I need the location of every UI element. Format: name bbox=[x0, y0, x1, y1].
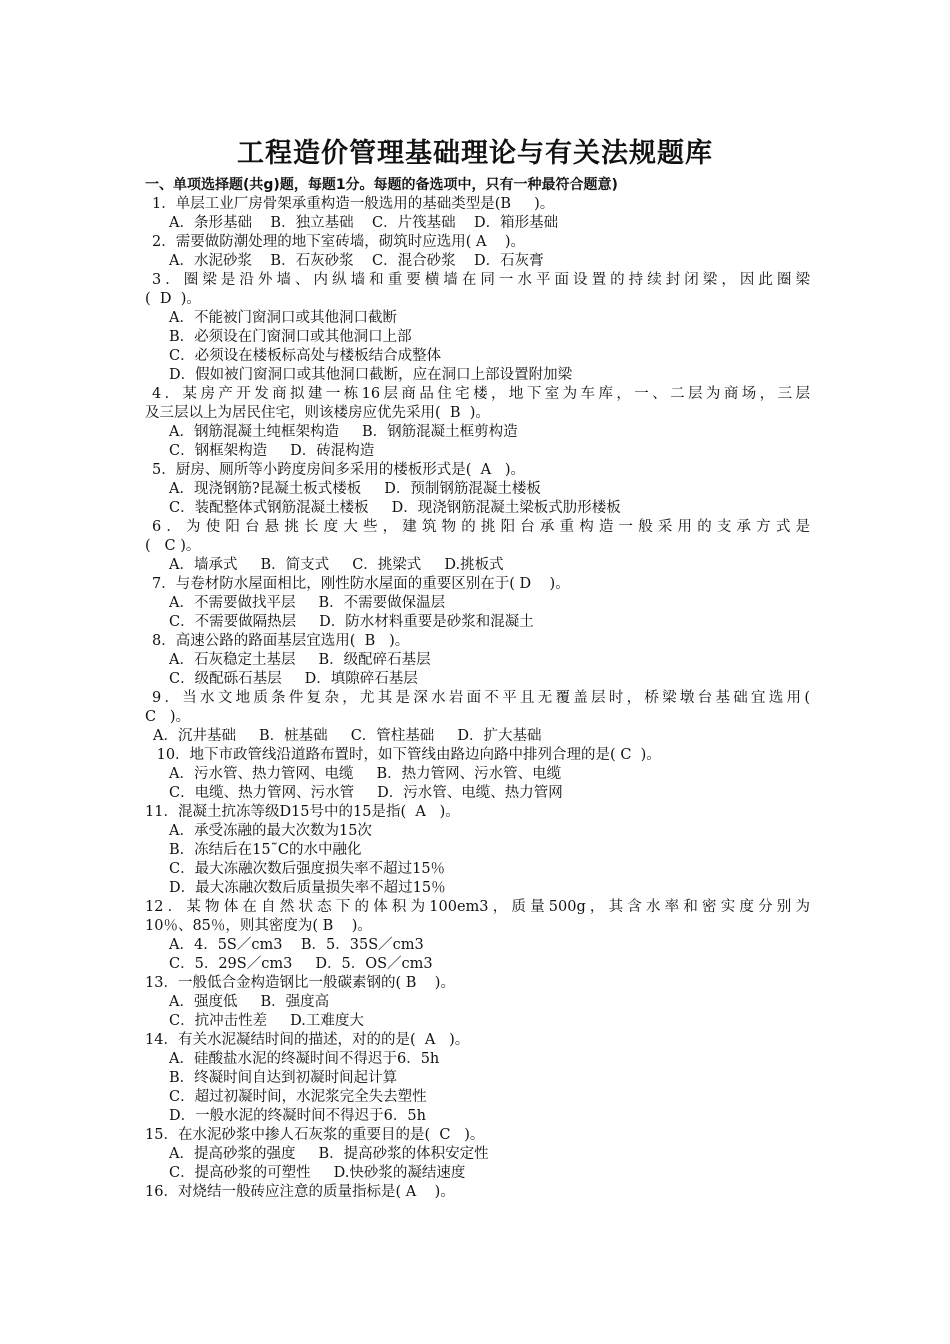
text-line: C．抗冲击性差 D.工难度大 bbox=[169, 1013, 364, 1029]
text-line: 12．某物体在自然状态下的体积为100em3，质量500g，其含水率和密实度分别为 bbox=[145, 899, 810, 915]
text-line: A．墙承式 B．简支式 C．挑梁式 D.挑板式 bbox=[169, 557, 504, 573]
text-line: C．提高砂浆的可塑性 D.快砂浆的凝结速度 bbox=[169, 1165, 466, 1181]
text-line: D．一般水泥的终凝时间不得迟于6．5h bbox=[169, 1108, 426, 1124]
question-list bbox=[145, 176, 810, 1202]
text-line: A．承受冻融的最大次数为15次 bbox=[169, 823, 372, 839]
text-line: B．冻结后在15˜C的水中融化 bbox=[169, 842, 362, 858]
text-line: D．假如被门窗洞口或其他洞口截断，应在洞口上部设置附加梁 bbox=[169, 367, 573, 383]
text-line: A．硅酸盐水泥的终凝时间不得迟于6．5h bbox=[169, 1051, 440, 1067]
text-line: 7．与卷材防水屋面相比，刚性防水屋面的重要区别在于( D )。 bbox=[152, 576, 570, 592]
text-line: 16．对烧结一般砖应注意的质量指标是( A )。 bbox=[145, 1184, 455, 1200]
text-line: C )。 bbox=[145, 709, 191, 725]
text-line: 10．地下市政管线沿道路布置时，如下管线由路边向路中排列合理的是( C )。 bbox=[152, 747, 661, 763]
text-line: ( C )。 bbox=[145, 538, 201, 554]
text-line: C．级配砾石基层 D．填隙碎石基层 bbox=[169, 671, 418, 687]
text-line: 6．为使阳台悬挑长度大些，建筑物的挑阳台承重构造一般采用的支承方式是 bbox=[152, 519, 810, 535]
text-line: C．超过初凝时间，水泥浆完全失去塑性 bbox=[169, 1089, 427, 1105]
text-line: C．钢框架构造 D．砖混构造 bbox=[169, 443, 375, 459]
text-line: ( D )。 bbox=[145, 291, 201, 307]
text-line: A．提高砂浆的强度 B．提高砂浆的体积安定性 bbox=[169, 1146, 489, 1162]
text-line: 2．需要做防潮处理的地下室砖墙，砌筑时应选用( A )。 bbox=[152, 234, 526, 250]
text-line: 14．有关水泥凝结时间的描述，对的的是( A )。 bbox=[145, 1032, 470, 1048]
text-line: 3．圈梁是沿外墙、内纵墙和重要横墙在同一水平面设置的持续封闭梁，因此圈梁 bbox=[152, 272, 810, 288]
text-line: 11．混凝土抗冻等级D15号中的15是指( A )。 bbox=[145, 804, 460, 820]
text-line: A．石灰稳定土基层 B．级配碎石基层 bbox=[169, 652, 431, 668]
text-line: 1．单层工业厂房骨架承重构造一般选用的基础类型是(B )。 bbox=[152, 196, 555, 212]
text-line: 9．当水文地质条件复杂，尤其是深水岩面不平且无覆盖层时，桥梁墩台基础宜选用( bbox=[152, 690, 810, 706]
text-line: A．不需要做找平层 B．不需要做保温层 bbox=[169, 595, 446, 611]
text-line: C．最大冻融次数后强度损失率不超过15％ bbox=[169, 861, 446, 877]
text-line: 及三层以上为居民住宅，则该楼房应优先采用( B )。 bbox=[145, 405, 490, 421]
text-line: C．5．29S／cm3 D．5．OS／cm3 bbox=[169, 956, 433, 972]
text-line: C．必须设在楼板标高处与楼板结合成整体 bbox=[169, 348, 442, 364]
text-line: 5．厨房、厕所等小跨度房间多采用的楼板形式是( A )。 bbox=[152, 462, 526, 478]
text-line: A．条形基础 B．独立基础 C．片筏基础 D．箱形基础 bbox=[169, 215, 559, 231]
text-line: B．终凝时间自达到初凝时间起计算 bbox=[169, 1070, 398, 1086]
text-line: A．沉井基础 B．桩基础 C．管柱基础 D．扩大基础 bbox=[153, 728, 542, 744]
text-line: C．装配整体式钢筋混凝土楼板 D．现浇钢筋混凝土梁板式肋形楼板 bbox=[169, 500, 621, 516]
text-line: C．不需要做隔热层 D．防水材料重要是砂浆和混凝土 bbox=[169, 614, 534, 630]
text-line: A．钢筋混凝土纯框架构造 B．钢筋混凝土框剪构造 bbox=[169, 424, 518, 440]
text-line: A．4．5S／cm3 B．5．35S／cm3 bbox=[169, 937, 424, 953]
text-line: 15．在水泥砂浆中掺人石灰浆的重要目的是( C )。 bbox=[145, 1127, 485, 1143]
text-line: 13．一般低合金构造钢比一般碳素钢的( B )。 bbox=[145, 975, 455, 991]
text-line: 10％、85％，则其密度为( B )。 bbox=[145, 918, 372, 934]
text-line: A．污水管、热力管网、电缆 B．热力管网、污水管、电缆 bbox=[169, 766, 562, 782]
text-line: 4．某房产开发商拟建一栋16层商品住宅楼，地下室为车库，一、二层为商场，三层 bbox=[152, 386, 810, 402]
text-line: A．水泥砂浆 B．石灰砂浆 C．混合砂浆 D．石灰膏 bbox=[169, 253, 544, 269]
document-title: 工程造价管理基础理论与有关法规题库 bbox=[237, 138, 713, 169]
section-heading: 一、单项选择题(共g)题，每题1分。每题的备选项中，只有一种最符合题意) bbox=[145, 177, 618, 193]
text-line: D．最大冻融次数后质量损失率不超过15％ bbox=[169, 880, 446, 896]
text-line: A．强度低 B．强度高 bbox=[169, 994, 330, 1010]
text-line: 8．高速公路的路面基层宜选用( B )。 bbox=[152, 633, 410, 649]
text-line: A．现浇钢筋?昆凝土板式楼板 D．预制钢筋混凝土楼板 bbox=[169, 481, 541, 497]
text-line: A．不能被门窗洞口或其他洞口截断 bbox=[169, 310, 397, 326]
text-line: B．必须设在门窗洞口或其他洞口上部 bbox=[169, 329, 412, 345]
text-line: C．电缆、热力管网、污水管 D．污水管、电缆、热力管网 bbox=[169, 785, 563, 801]
